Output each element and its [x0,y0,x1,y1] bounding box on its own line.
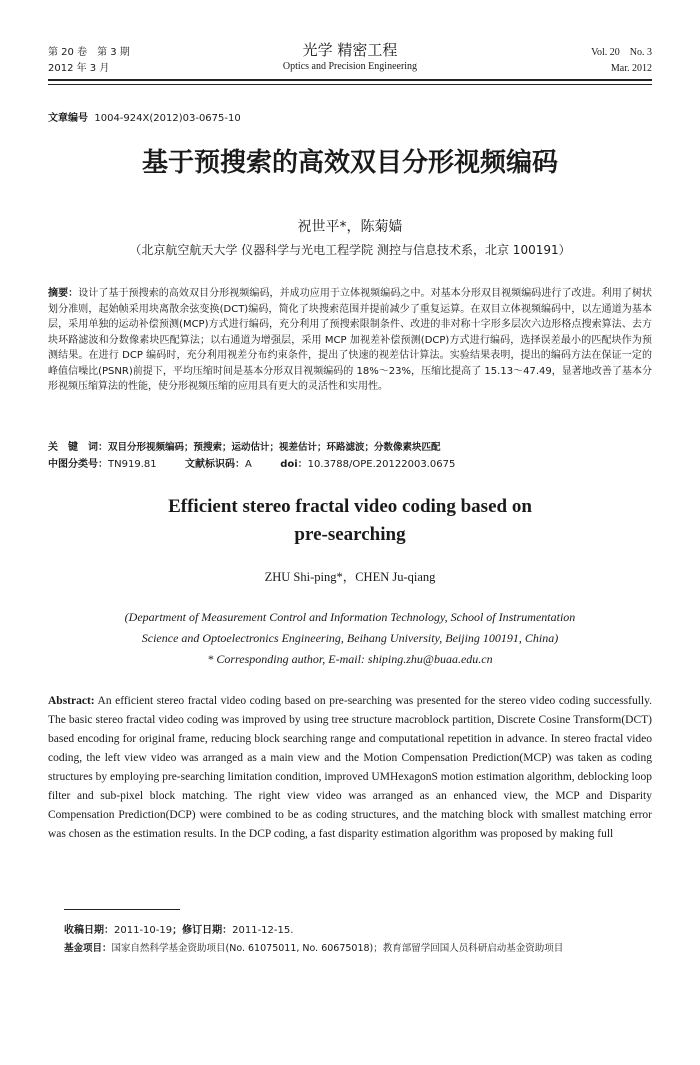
abstract-cn-label: 摘要： [48,288,79,299]
doc-code-value: A [244,459,252,470]
authors-en: ZHU Shi-ping*，CHEN Ju-qiang [264,570,436,584]
keywords-cn-text: 双目分形视频编码；预搜索；运动估计；视差估计；环路滤波；分数像素块匹配 [108,442,441,453]
classification-line [48,458,455,472]
fund-value: 国家自然科学基金资助项目(No. 61075011, No. 60675018)；教育部留学回国人员科研启动基金资助项目 [111,943,564,954]
abstract-en [48,692,652,844]
clc-label: 中图分类号： [48,459,108,470]
title-cn: 基于预搜索的高效双目分形视频编码 [141,148,558,178]
header-date-cn: 2012 年 3 月 [48,63,110,74]
revised-label: ；修订日期： [172,925,233,936]
doc-code-label: 文献标识码： [184,459,245,470]
affiliation-en-line2: Science and Optoelectronics Engineering, Beihang University, Beijing 100191, China) [141,631,559,645]
doi-value: 10.3788/OPE.20122003.0675 [307,459,456,470]
clc-value: TN919.81 [108,459,157,470]
affiliation-en-line1: (Department of Measurement Control and Information Technology, School of Instrumentation [124,610,576,624]
header-rule-thin [48,84,652,85]
footnote-dates [64,924,293,938]
corresponding-author: * Corresponding author, E-mail: shiping.zhu@buaa.edu.cn [207,652,493,666]
header-volume-en: Vol. 20 No. 3 [591,47,652,58]
journal-title-en: Optics and Precision Engineering [282,61,418,72]
footnote-fund [64,942,563,956]
authors-cn: 祝世平*，陈菊嫱 [297,219,403,235]
article-number-value: 1004-924X(2012)03-0675-10 [94,113,241,124]
abstract-cn [48,286,652,395]
affiliation-cn: （北京航空航天大学 仪器科学与光电工程学院 测控与信息技术系，北京 100191） [129,243,571,257]
title-en-line1: Efficient stereo fractal video coding based on [168,496,532,517]
header-rule-thick [48,79,652,81]
footnote-rule [64,909,180,910]
keywords-cn-label: 关 键 词： [48,442,108,453]
doi-label: doi： [280,459,308,470]
abstract-en-label: Abstract: [48,695,95,707]
fund-label: 基金项目： [64,943,112,954]
header-volume-cn: 第 20 卷 第 3 期 [48,47,130,58]
revised-value: 2011-12-15. [232,925,294,936]
header-date-en: Mar. 2012 [610,63,652,74]
received-value: 2011-10-19 [114,925,173,936]
article-number [48,112,241,126]
title-en-line2: pre-searching [294,524,406,545]
journal-title-cn: 光学 精密工程 [302,41,398,59]
article-number-label: 文章编号 [48,113,88,124]
abstract-en-text: An efficient stereo fractal video coding based on pre-searching was presented for the stereo video coding successfully. The basic stereo fractal video coding was improved by using tree structure macroblock partition, Discrete Cosine Transform(DCT) based encoding for original frame, reducing block searching range and computational repetition in advance. In stereo fractal video coding, the left view video was arranged as a main view and the Motion Compensation Prediction(MCP) was taken as coding structures by employing pre-searching limitation condition, improved UMHexagonS motion estimation algorithm, deblocking loop filter and sub-pixel block matching. The right view video was arranged as an enhanced view, the MCP and Disparity Compensation Prediction(DCP) were combined to be as coding structures, and the matching block with smallest matching error was chosen as the estimation results. In the DCP coding, a fast disparity estimation algorithm was proposed by making full [48,695,652,840]
keywords-cn [48,441,441,455]
received-label: 收稿日期： [64,925,114,936]
abstract-cn-text: 设计了基于预搜索的高效双目分形视频编码，并成功应用于立体视频编码之中。对基本分形双目视频编码进行了改进。利用了树状划分准则，起始帧采用块离散余弦变换(DCT)编码，简化了块搜索范围并提前减少了重复运算。在双目立体视频编码中，以左通道为基本层，采用单独的运动补偿预测(MCP)方式进行编码，充分利用了预搜索限制条件、改进的非对称十字形多层次六边形格点搜索算法、去方块环路滤波和分数像素块匹配算法；以右通道为增强层，采用 MCP 加视差补偿预测(DCP)方式进行编码，选择误差最小的匹配块作为预测结果。在进行 DCP 编码时，充分利用视差分布约束条件，提出了快速的视差估计算法。实验结果表明，提出的编码方法在保证一定的峰值信噪比(PSNR)前提下，平均压缩时间是基本分形双目视频编码的 18%～23%，压缩比提高了 15.13～47.49，显著地改善了基本分形视频压缩算法的性能，使分形视频压缩的应用具有更大的灵活性和实用性。 [48,288,653,392]
